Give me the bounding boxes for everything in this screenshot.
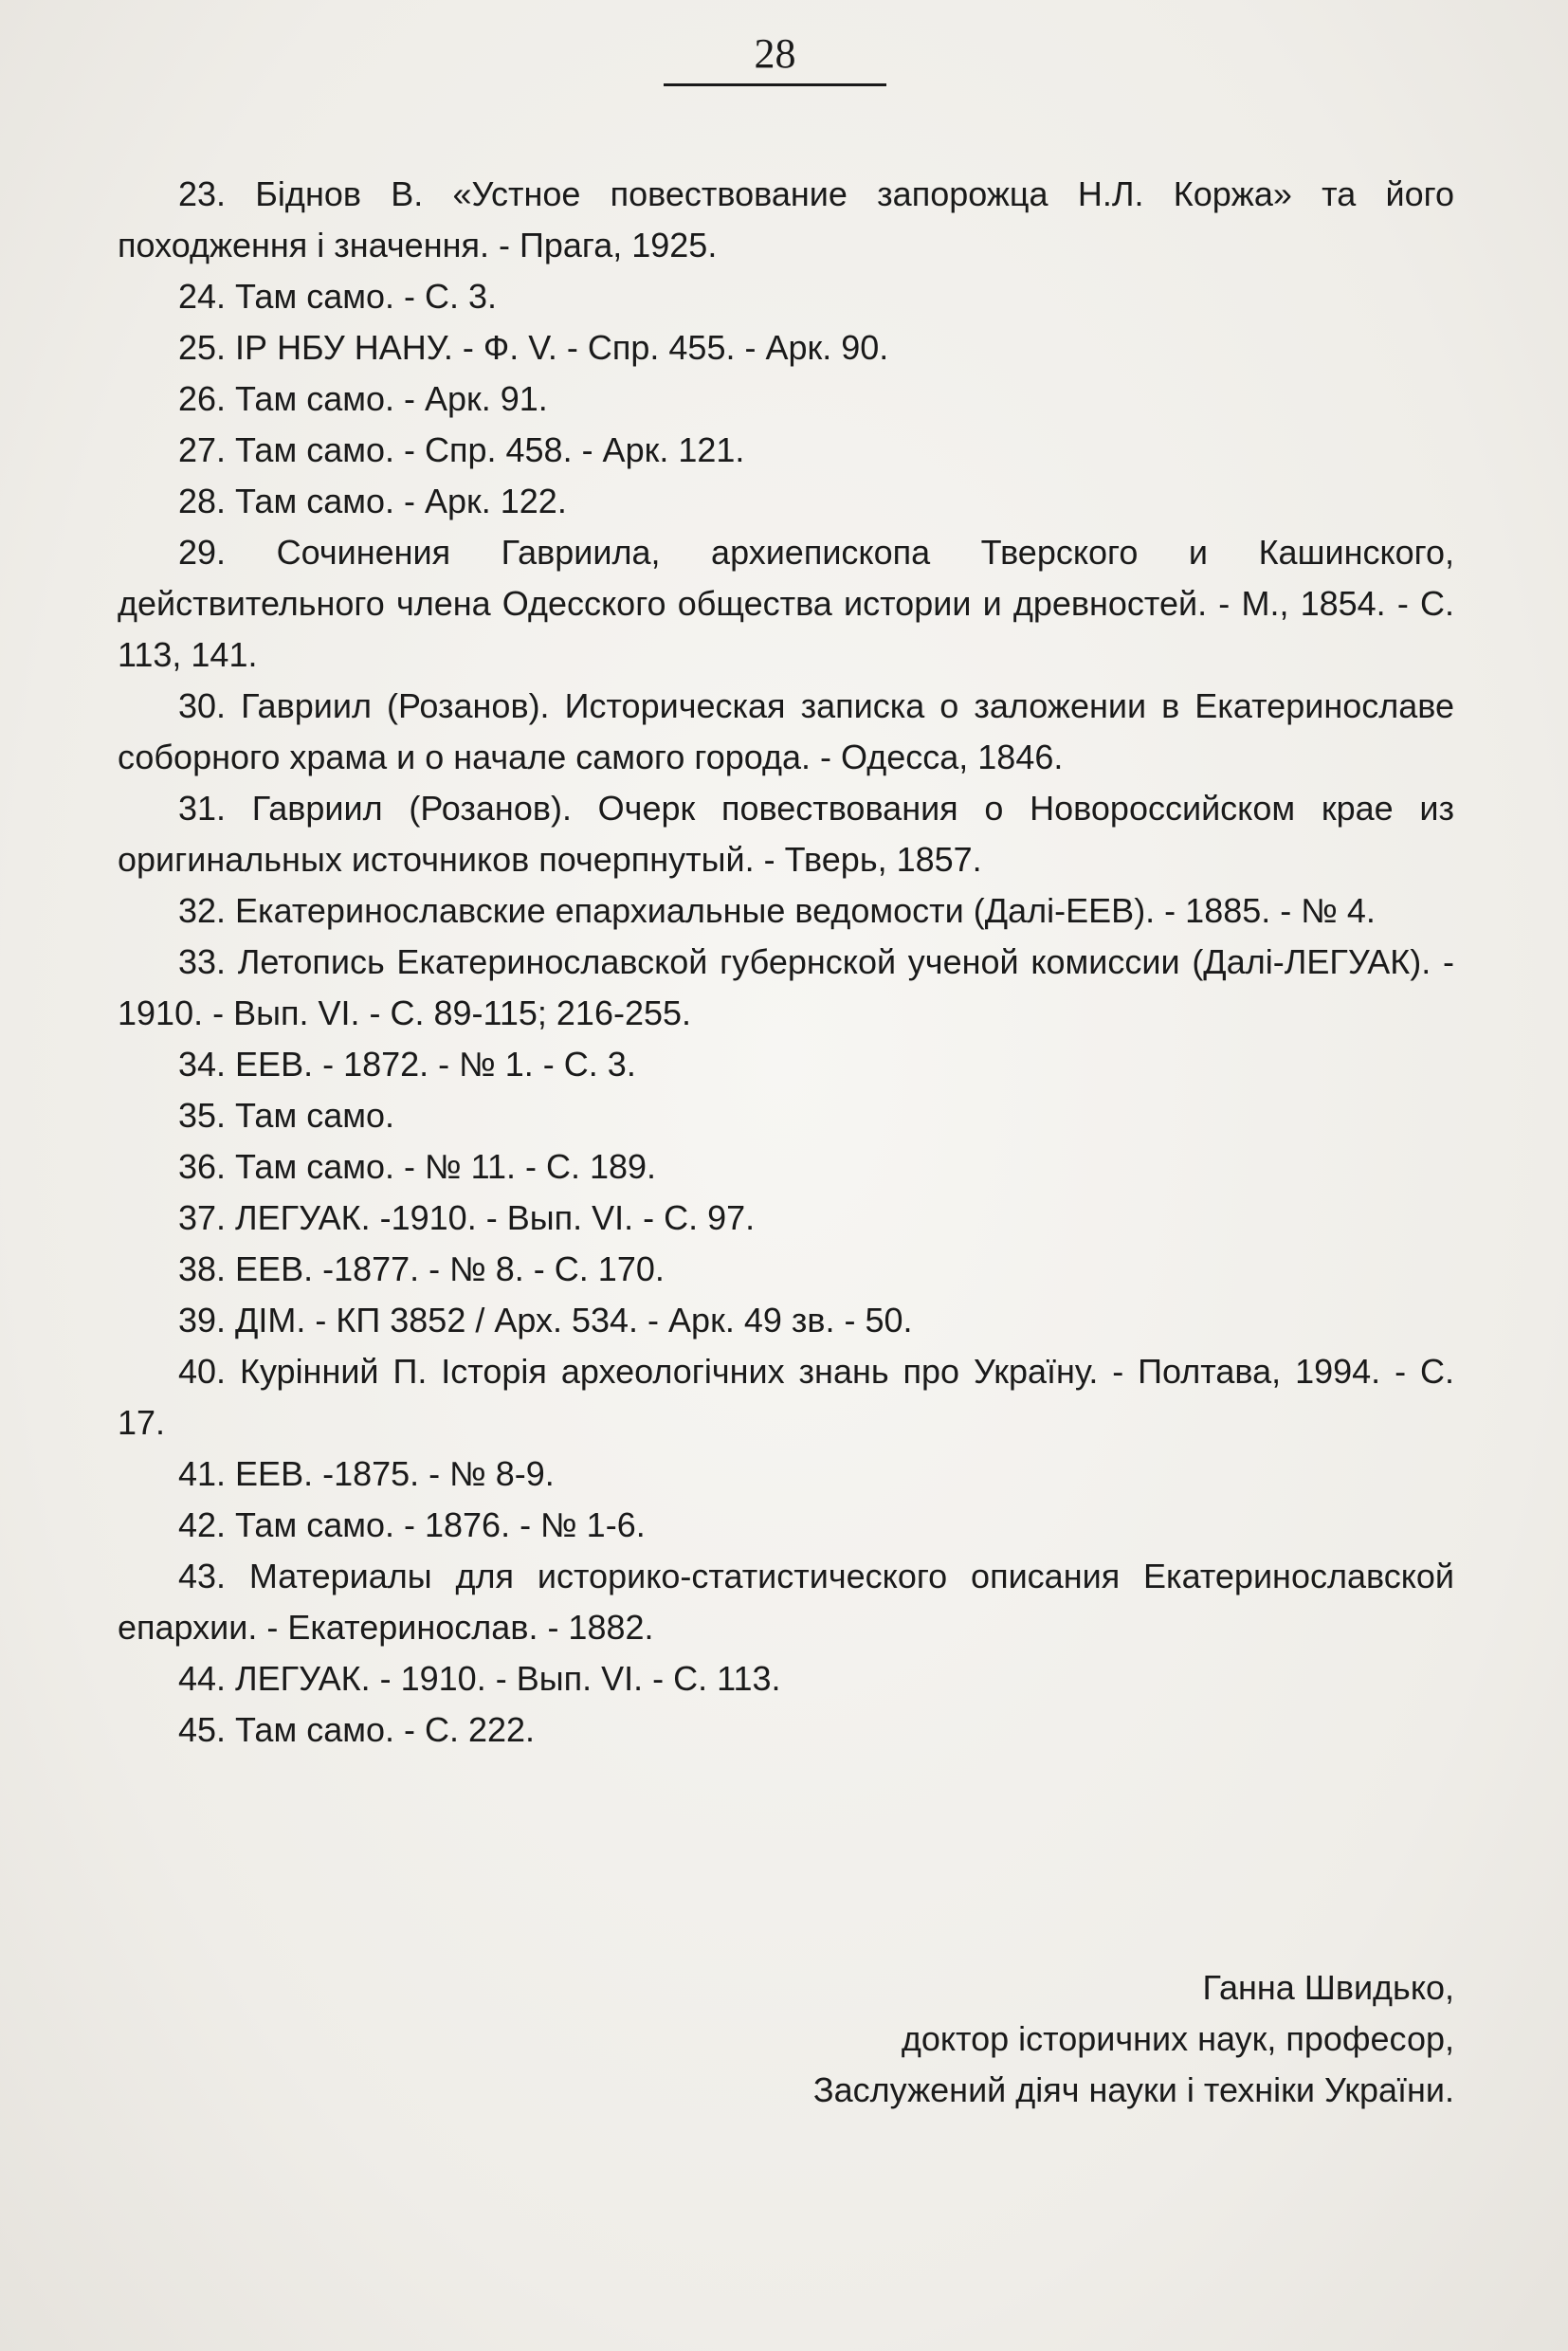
endnote-41: 41. ЕЕВ. -1875. - № 8-9. [178,1454,555,1493]
author-title: Заслужений діяч науки і техніки України. [812,2070,1454,2109]
author-name: Ганна Швидько, [1202,1968,1454,2007]
endnote-40: 40. Курінний П. Історія археологічних знань про Україну. - Полтава, 1994. - С. 17. [118,1352,1454,1442]
endnote-35: 35. Там само. [178,1096,394,1135]
endnote-29: 29. Сочинения Гавриила, архиепископа Тверского и Кашинского, действительного члена Одесского общества истории и древностей. - М., 1854. - С. 113, 141. [118,533,1454,674]
author-signature-block [813,1962,1454,2116]
endnote-32: 32. Екатеринославские епархиальные ведомости (Далі-ЕЕВ). - 1885. - № 4. [178,891,1376,930]
endnote-30: 30. Гавриил (Розанов). Историческая записка о заложении в Екатеринославе соборного храма и о начале самого города. - Одесса, 1846. [118,686,1454,776]
endnote-44: 44. ЛЕГУАК. - 1910. - Вып. VI. - С. 113. [178,1659,781,1698]
endnote-31: 31. Гавриил (Розанов). Очерк повествования о Новороссийском крае из оригинальных источников почерпнутый. - Тверь, 1857. [118,789,1454,879]
endnote-28: 28. Там само. - Арк. 122. [178,482,567,520]
endnote-42: 42. Там само. - 1876. - № 1-6. [178,1505,646,1544]
endnote-37: 37. ЛЕГУАК. -1910. - Вып. VI. - С. 97. [178,1198,756,1237]
endnote-43: 43. Материалы для историко-статистического описания Екатеринославской епархии. - Екатеринослав. - 1882. [118,1557,1454,1647]
endnote-38: 38. ЕЕВ. -1877. - № 8. - С. 170. [178,1249,665,1288]
endnote-27: 27. Там само. - Спр. 458. - Арк. 121. [178,430,745,469]
endnotes-list [118,169,1454,1756]
page-number-rule [664,83,886,86]
endnote-33: 33. Летопись Екатеринославской губернской ученой комиссии (Далі-ЛЕГУАК). - 1910. - Вып. VI. - С. 89-115; 216-255. [118,942,1454,1032]
endnote-45: 45. Там само. - С. 222. [178,1710,536,1749]
endnote-36: 36. Там само. - № 11. - С. 189. [178,1147,657,1186]
endnote-25: 25. ІР НБУ НАНУ. - Ф. V. - Спр. 455. - Арк. 90. [178,328,889,367]
author-degree: доктор історичних наук, професор, [901,2019,1454,2058]
endnote-34: 34. ЕЕВ. - 1872. - № 1. - С. 3. [178,1045,636,1084]
endnote-39: 39. ДІМ. - КП 3852 / Арх. 534. - Арк. 49 зв. - 50. [178,1301,913,1340]
endnote-26: 26. Там само. - Арк. 91. [178,379,548,418]
endnote-23: 23. Біднов В. «Устное повествование запорожца Н.Л. Коржа» та його походження і значення. - Прага, 1925. [118,174,1454,264]
endnote-24: 24. Там само. - С. 3. [178,277,498,316]
page-number: 28 [754,30,796,77]
